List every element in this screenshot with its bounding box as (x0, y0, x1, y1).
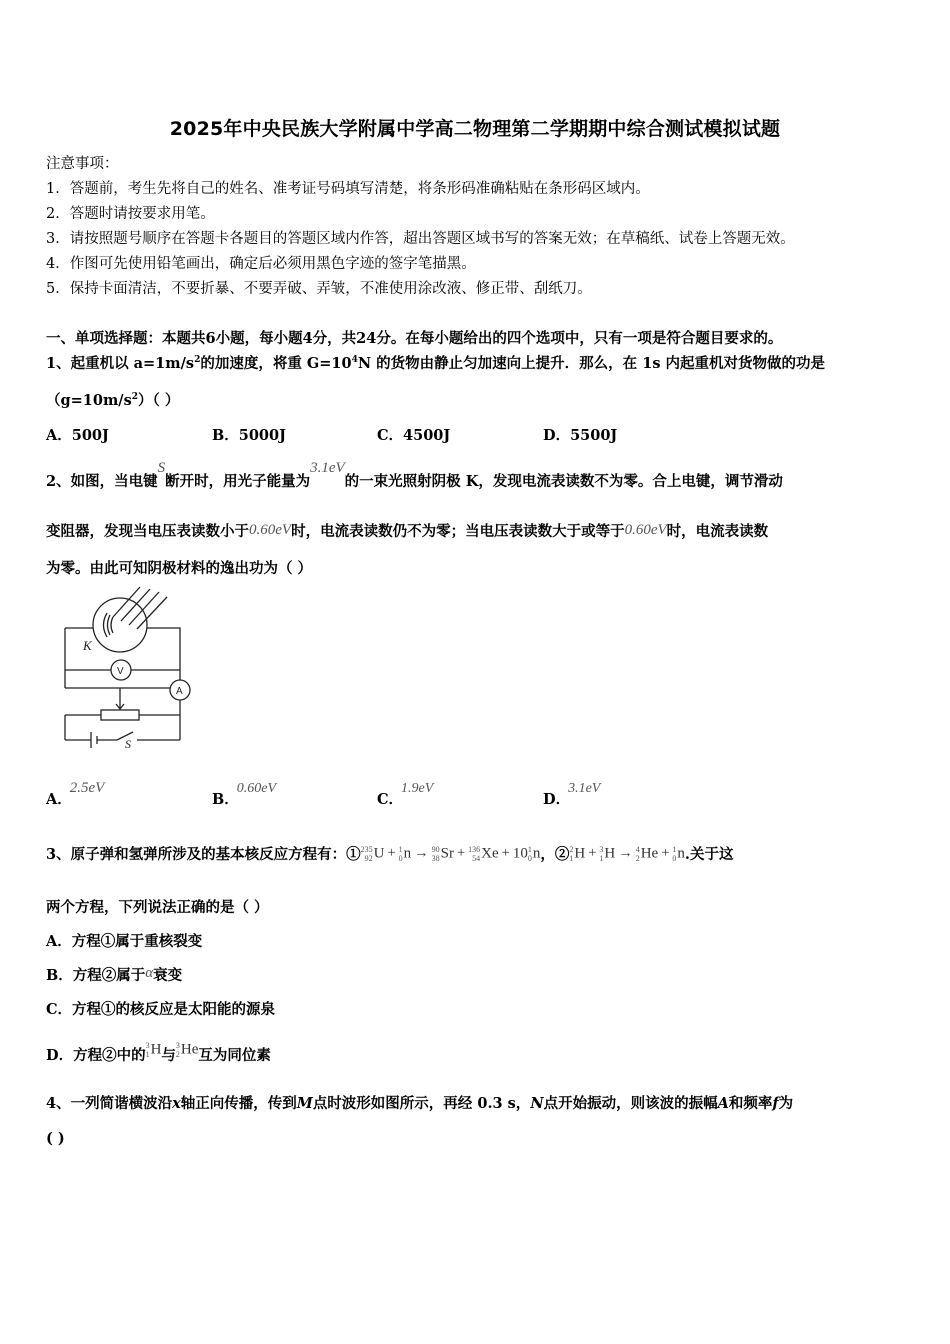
question-1-stem-cont: $(g=10m/s^2)$（ ） (46, 392, 180, 409)
notice-item: 2．答题时请按要求用笔。 (46, 206, 215, 222)
q3-option-c: C．方程①的核反应是太阳能的源泉 (46, 1001, 276, 1018)
nuclide-10-neutrons: 10 1 0 n (512, 844, 541, 863)
q3-option-a: A．方程①属于重核裂变 (46, 933, 203, 950)
question-2-stem: 2、如图，当电键S断开时，用光子能量为3.1eV的一束光照射阴极 K，发现电流表读数不为零。合上电键，调节滑动 (46, 460, 783, 490)
notice-item: 5．保持卡面清洁，不要折暴、不要弄破、弄皱，不准使用涂改液、修正带、刮纸刀。 (46, 281, 592, 297)
q2-option-b: B．0.60eV (212, 781, 277, 808)
cathode (104, 613, 108, 637)
q2-option-a: A．2.5eV (46, 780, 105, 808)
label-k: K (83, 638, 92, 653)
q1-option-c: C．4500J (377, 427, 451, 444)
question-4-stem-cont: ( ) (46, 1130, 65, 1147)
label-s: S (125, 737, 131, 750)
question-3-stem-cont: 两个方程，下列说法正确的是（ ） (46, 899, 269, 916)
question-4-stem: 4、一列简谐横波沿x轴正向传播，传到M点时波形如图所示，再经 0.3 s，N点开始振动，则该波的振幅A和频率f为 (46, 1095, 794, 1112)
q2-option-d: D．3.1eV (543, 781, 601, 808)
nuclide-neutron: 1 0 n (398, 844, 412, 863)
nuclide-h3: 3 1 H (599, 844, 616, 863)
page-title: 2025年中央民族大学附属中学高二物理第二学期期中综合测试模拟试题 (169, 118, 781, 140)
light-ray (137, 597, 167, 629)
nuclide-neutron: 1 0 n (672, 844, 685, 863)
question-2-stem-end: 为零。由此可知阴极材料的逸出功为（ ） (46, 560, 313, 577)
question-3-stem: 3、原子弹和氢弹所涉及的基本核反应方程有：① 235 92 U + 1 0 n → 90 38 Sr + 136 54 Xe + 10 1 0 n，② 2 1 H + 3 1 H → 4 2 He + 1 0 n.关于这 (46, 844, 734, 863)
question-2-stem-cont: 变阻器，发现当电压表读数小于0.60eV时，电流表读数仍不为零；当电压表读数大于或等于0.60eV时，电流表读数 (46, 522, 769, 540)
nuclide-xe136: 136 54 Xe (468, 844, 499, 863)
question-1-stem: 1、起重机以 $a=1m/s^2$的加速度，将重 $G=10^4N$ 的货物由静止匀加速向上提升．那么，在 1s 内起重机对货物做的功是 (46, 355, 826, 372)
q1-option-b: B．5000J (212, 427, 286, 444)
notice-item: 3．请按照题号顺序在答题卡各题目的答题区域内作答，超出答题区域书写的答案无效；在草稿纸、试卷上答题无效。 (46, 231, 795, 247)
nuclide-sr90: 90 38 Sr (431, 844, 454, 863)
nuclide-u235: 235 92 U (360, 844, 385, 863)
q1-option-d: D．5500J (543, 427, 618, 444)
notice-item: 1．答题前，考生先将自己的姓名、准考证号码填写清楚，将条形码准确粘贴在条形码区域内。 (46, 181, 650, 197)
label-v: V (117, 666, 124, 677)
q2-option-c: C．1.9eV (377, 781, 434, 808)
q1-option-a: A．500J (46, 427, 109, 444)
notice-item: 4．作图可先使用铅笔画出，确定后必须用黑色字迹的签字笔描黑。 (46, 256, 476, 272)
q3-option-d: D．方程②中的 3 1 H与 3 2 He互为同位素 (46, 1040, 271, 1064)
rheostat (101, 710, 139, 720)
notice-heading: 注意事项： (46, 156, 119, 172)
nuclide-h2: 2 1 H (569, 844, 586, 863)
light-ray (113, 587, 140, 617)
nuclide-he4: 4 2 He (635, 844, 659, 863)
circuit-diagram (55, 585, 200, 750)
phototube (93, 598, 147, 652)
light-ray (129, 592, 159, 625)
q3-option-b: B．方程②属于α衰变 (46, 965, 183, 984)
label-a: A (176, 686, 183, 697)
section-heading: 一、单项选择题：本题共6小题，每小题4分，共24分。在每小题给出的四个选项中，只有一项是符合题目要求的。 (46, 330, 783, 347)
